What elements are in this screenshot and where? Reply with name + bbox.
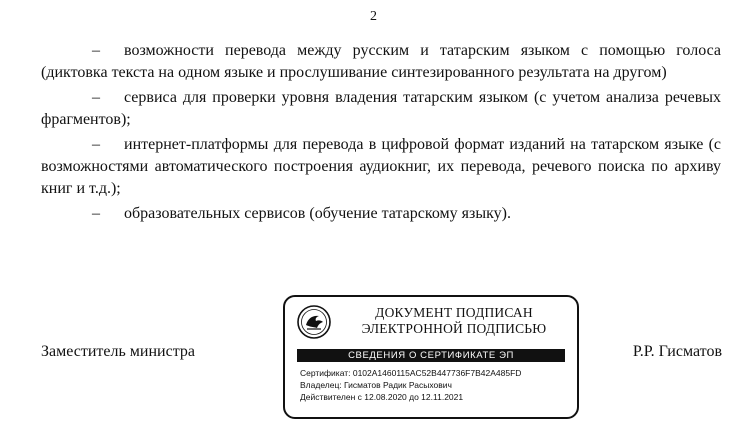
certificate-owner: Владелец: Гисматов Радик Расыхович bbox=[300, 380, 452, 390]
tatarstan-emblem-icon bbox=[297, 305, 331, 339]
document-body bbox=[41, 40, 721, 228]
list-item bbox=[41, 134, 721, 200]
list-item bbox=[41, 203, 721, 225]
signer-name: Р.Р. Гисматов bbox=[632, 343, 722, 360]
certificate-validity: Действителен с 12.08.2020 до 12.11.2021 bbox=[300, 392, 464, 402]
page-number: 2 bbox=[370, 9, 377, 24]
list-item-text: возможности перевода между русским и татарским языком с помощью голоса (диктовка текста на одном языке и прослушивание синтезированного результата на другом) bbox=[41, 42, 721, 81]
list-dash: – bbox=[92, 136, 100, 153]
electronic-signature-stamp bbox=[283, 295, 579, 419]
list-item-text: сервиса для проверки уровня владения татарским языком (с учетом анализа речевых фрагментов); bbox=[41, 89, 721, 128]
certificate-details bbox=[300, 367, 570, 403]
signature-block bbox=[0, 295, 747, 425]
list-item bbox=[41, 87, 721, 131]
list-dash: – bbox=[92, 205, 100, 222]
list-item-text: интернет-платформы для перевода в цифровой формат изданий на татарском языке (с возможностями автоматического построения аудиокниг, их перевода, речевого поиска по архиву книг и т.д.); bbox=[41, 136, 721, 197]
certificate-number: Сертификат: 0102A1460115AC52B447736F7B42A485FD bbox=[300, 368, 522, 378]
list-dash: – bbox=[92, 42, 100, 59]
stamp-title-line: ЭЛЕКТРОННОЙ ПОДПИСЬЮ bbox=[361, 321, 547, 336]
certificate-header: СВЕДЕНИЯ О СЕРТИФИКАТЕ ЭП bbox=[297, 349, 565, 362]
stamp-title bbox=[341, 305, 567, 337]
list-item bbox=[41, 40, 721, 84]
signer-position: Заместитель министра bbox=[41, 343, 195, 360]
list-dash: – bbox=[92, 89, 100, 106]
list-item-text: образовательных сервисов (обучение татарскому языку). bbox=[124, 205, 511, 222]
stamp-title-line: ДОКУМЕНТ ПОДПИСАН bbox=[375, 305, 533, 320]
